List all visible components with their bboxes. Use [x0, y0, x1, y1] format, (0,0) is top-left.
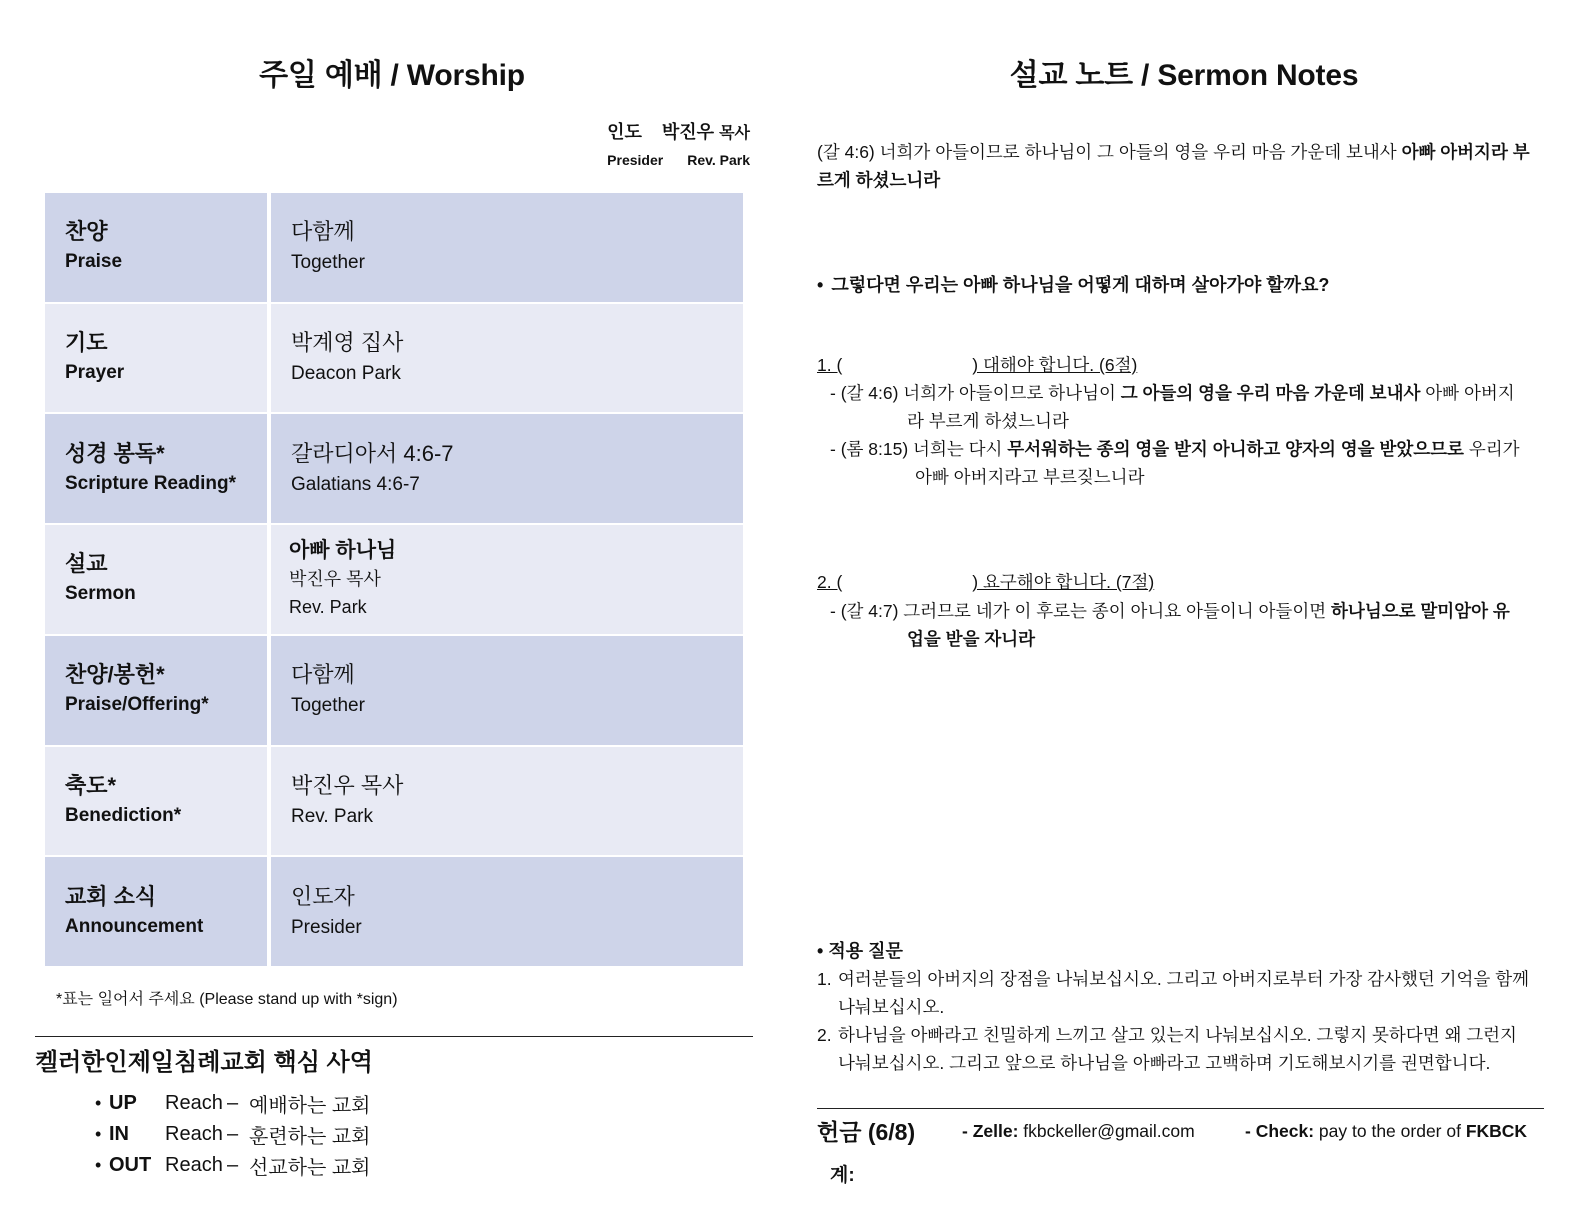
order-value-kr: 인도자 — [291, 883, 355, 909]
point-text: ) 요구해야 합니다. (7절) — [972, 572, 1155, 592]
stand-note: *표는 일어서 주세요 (Please stand up with *sign) — [56, 991, 398, 1008]
zelle-label: - Zelle: — [962, 1121, 1019, 1141]
order-label-kr: 찬양 — [65, 219, 108, 245]
core-reach: Reach — [165, 1123, 223, 1145]
order-label-praise — [45, 193, 267, 304]
sermon-title: 아빠 하나님 — [289, 539, 397, 563]
order-label-kr: 축도* — [65, 772, 117, 798]
application-item — [817, 965, 1537, 1021]
order-value-kr: 박계영 집사 — [291, 330, 404, 356]
verse-post: 아빠 아버지 — [1420, 383, 1515, 403]
divider-rule — [817, 1108, 1544, 1109]
question-text: 그렇다면 우리는 아빠 하나님을 어떻게 대하며 살아가야 할까요? — [831, 275, 1330, 295]
order-label-kr: 찬양/봉헌* — [65, 662, 165, 688]
verse-pre: - (롬 8:15) 너희는 다시 — [830, 439, 1008, 459]
order-value-benediction — [271, 747, 743, 858]
verse-bold-cont: 르게 하셨느니라 — [817, 170, 941, 190]
core-item-up — [95, 1088, 370, 1119]
core-tag: IN — [109, 1123, 129, 1145]
order-of-worship-table — [45, 193, 743, 968]
point-2-verse-a — [830, 597, 1510, 653]
order-label-en: Benediction* — [65, 804, 182, 826]
core-ministry-list — [95, 1088, 370, 1181]
verse-post: 우리가 — [1463, 439, 1520, 459]
order-value-praise-offering — [271, 636, 743, 747]
order-value-en: Deacon Park — [291, 363, 401, 385]
item-number: 1. — [817, 969, 832, 989]
order-value-announcement — [271, 857, 743, 968]
presider-en-label: Presider — [607, 152, 664, 168]
point-1-heading — [817, 352, 1137, 377]
verse-pre: - (갈 4:7) 그러므로 네가 이 후로는 종이 아니요 아들이니 아들이면 — [830, 601, 1332, 621]
core-tag: OUT — [109, 1154, 152, 1176]
core-reach: Reach — [165, 1092, 223, 1114]
item-text: 여러분들의 아버지의 장점을 나눠보십시오. 그리고 아버지로부터 가장 감사했던 기억을 함께 나눠보십시오. — [838, 969, 1530, 1017]
order-label-en: Sermon — [65, 583, 136, 605]
presider-kr-title: 목사 — [719, 125, 750, 142]
zelle-email: fkbckeller@gmail.com — [1023, 1121, 1195, 1141]
bullet-icon: • — [95, 1093, 102, 1113]
core-dash: – — [227, 1154, 239, 1176]
verse-bold: 하나님으로 말미암아 유 — [1331, 601, 1510, 621]
point-1-verse-a — [830, 379, 1515, 435]
verse-bold: 무서워하는 종의 영을 받지 아니하고 양자의 영을 받았으므로 — [1007, 439, 1464, 459]
check-text: pay to the order of — [1318, 1121, 1466, 1141]
order-value-en: Together — [291, 252, 365, 274]
core-tag: UP — [109, 1092, 137, 1114]
main-question — [817, 271, 1329, 297]
order-label-kr: 설교 — [65, 551, 108, 577]
core-desc: 선교하는 교회 — [249, 1157, 371, 1179]
application-item — [817, 1021, 1537, 1077]
core-dash: – — [227, 1123, 239, 1145]
order-label-announcement — [45, 857, 267, 968]
order-label-kr: 교회 소식 — [65, 883, 157, 909]
point-1-verse-b — [830, 435, 1520, 491]
order-value-kr: 갈라디아서 4:6-7 — [291, 440, 454, 466]
order-value-kr: 다함께 — [291, 219, 355, 245]
core-item-out — [95, 1150, 370, 1181]
order-label-kr: 성경 봉독* — [65, 440, 165, 466]
presider-en-name: Rev. Park — [687, 152, 750, 168]
order-value-en: Rev. Park — [289, 597, 367, 618]
core-reach: Reach — [165, 1154, 223, 1176]
order-value-prayer — [271, 304, 743, 415]
order-value-en: Together — [291, 695, 365, 717]
bullet-icon: • — [95, 1155, 102, 1175]
order-label-benediction — [45, 747, 267, 858]
order-value-en: Rev. Park — [291, 805, 374, 827]
application-title — [817, 937, 903, 963]
check-label: - Check: — [1245, 1121, 1315, 1141]
application-list — [817, 965, 1537, 1077]
verse-bold: 아빠 아버지라 부 — [1401, 142, 1530, 162]
core-dash: – — [227, 1092, 239, 1114]
check-payee: FKBCK — [1465, 1121, 1528, 1141]
order-value-en: Galatians 4:6-7 — [291, 473, 420, 495]
order-label-kr: 기도 — [65, 330, 108, 356]
presider-block — [560, 118, 750, 168]
bullet-icon: • — [817, 275, 824, 295]
point-2-heading — [817, 569, 1154, 594]
point-number: 1. ( — [817, 355, 843, 375]
order-value-en: Presider — [291, 916, 362, 938]
order-label-praise-offering — [45, 636, 267, 747]
offering-total-label: 계: — [830, 1165, 855, 1186]
verse-cont: 라 부르게 하셨느니라 — [907, 411, 1069, 431]
order-value-kr: 박진우 목사 — [291, 772, 404, 798]
divider-rule — [35, 1036, 753, 1037]
core-item-in — [95, 1119, 370, 1150]
bullet-icon: • — [95, 1124, 102, 1144]
sermon-notes-title: 설교 노트 / Sermon Notes — [1009, 59, 1359, 92]
application-title-text: 적용 질문 — [828, 941, 903, 961]
order-label-en: Praise — [65, 251, 123, 273]
point-number: 2. ( — [817, 572, 843, 592]
presider-kr-label: 인도 — [607, 122, 642, 142]
order-value-scripture — [271, 414, 743, 525]
offering-label: 헌금 (6/8) — [817, 1119, 916, 1145]
order-label-en: Prayer — [65, 362, 125, 384]
order-label-sermon — [45, 525, 267, 636]
order-value-kr: 다함께 — [291, 662, 355, 688]
zelle-info — [962, 1121, 1195, 1142]
worship-title: 주일 예배 / Worship — [259, 59, 525, 92]
main-verse — [817, 138, 1537, 194]
core-desc: 훈련하는 교회 — [249, 1126, 371, 1148]
check-info — [1245, 1121, 1527, 1142]
order-value-praise — [271, 193, 743, 304]
order-label-scripture — [45, 414, 267, 525]
item-text: 하나님을 아빠라고 친밀하게 느끼고 살고 있는지 나눠보십시오. 그렇지 못하다면 왜 그런지 나눠보십시오. 그리고 앞으로 하나님을 아빠라고 고백하며 기도해보시기를 권면합니다. — [838, 1025, 1517, 1073]
order-label-prayer — [45, 304, 267, 415]
order-label-en: Announcement — [65, 915, 204, 937]
core-desc: 예배하는 교회 — [249, 1095, 371, 1117]
order-label-en: Praise/Offering* — [65, 694, 209, 716]
verse-bold: 그 아들의 영을 우리 마음 가운데 보내사 — [1120, 383, 1421, 403]
bullet-icon: • — [817, 941, 824, 961]
core-ministry-title: 켈러한인제일침례교회 핵심 사역 — [35, 1049, 373, 1076]
presider-kr-name: 박진우 — [661, 122, 715, 142]
verse-pre: - (갈 4:6) 너희가 아들이므로 하나님이 — [830, 383, 1121, 403]
verse-cont: 업을 받을 자니라 — [907, 629, 1036, 649]
verse-cont: 아빠 아버지라고 부르짖느니라 — [915, 467, 1145, 487]
item-number: 2. — [817, 1025, 832, 1045]
order-value-kr: 박진우 목사 — [289, 569, 381, 590]
verse-text: (갈 4:6) 너희가 아들이므로 하나님이 그 아들의 영을 우리 마음 가운데 보내사 — [817, 142, 1402, 162]
order-value-sermon — [271, 525, 743, 636]
point-text: ) 대해야 합니다. (6절) — [972, 355, 1138, 375]
order-label-en: Scripture Reading* — [65, 472, 237, 494]
